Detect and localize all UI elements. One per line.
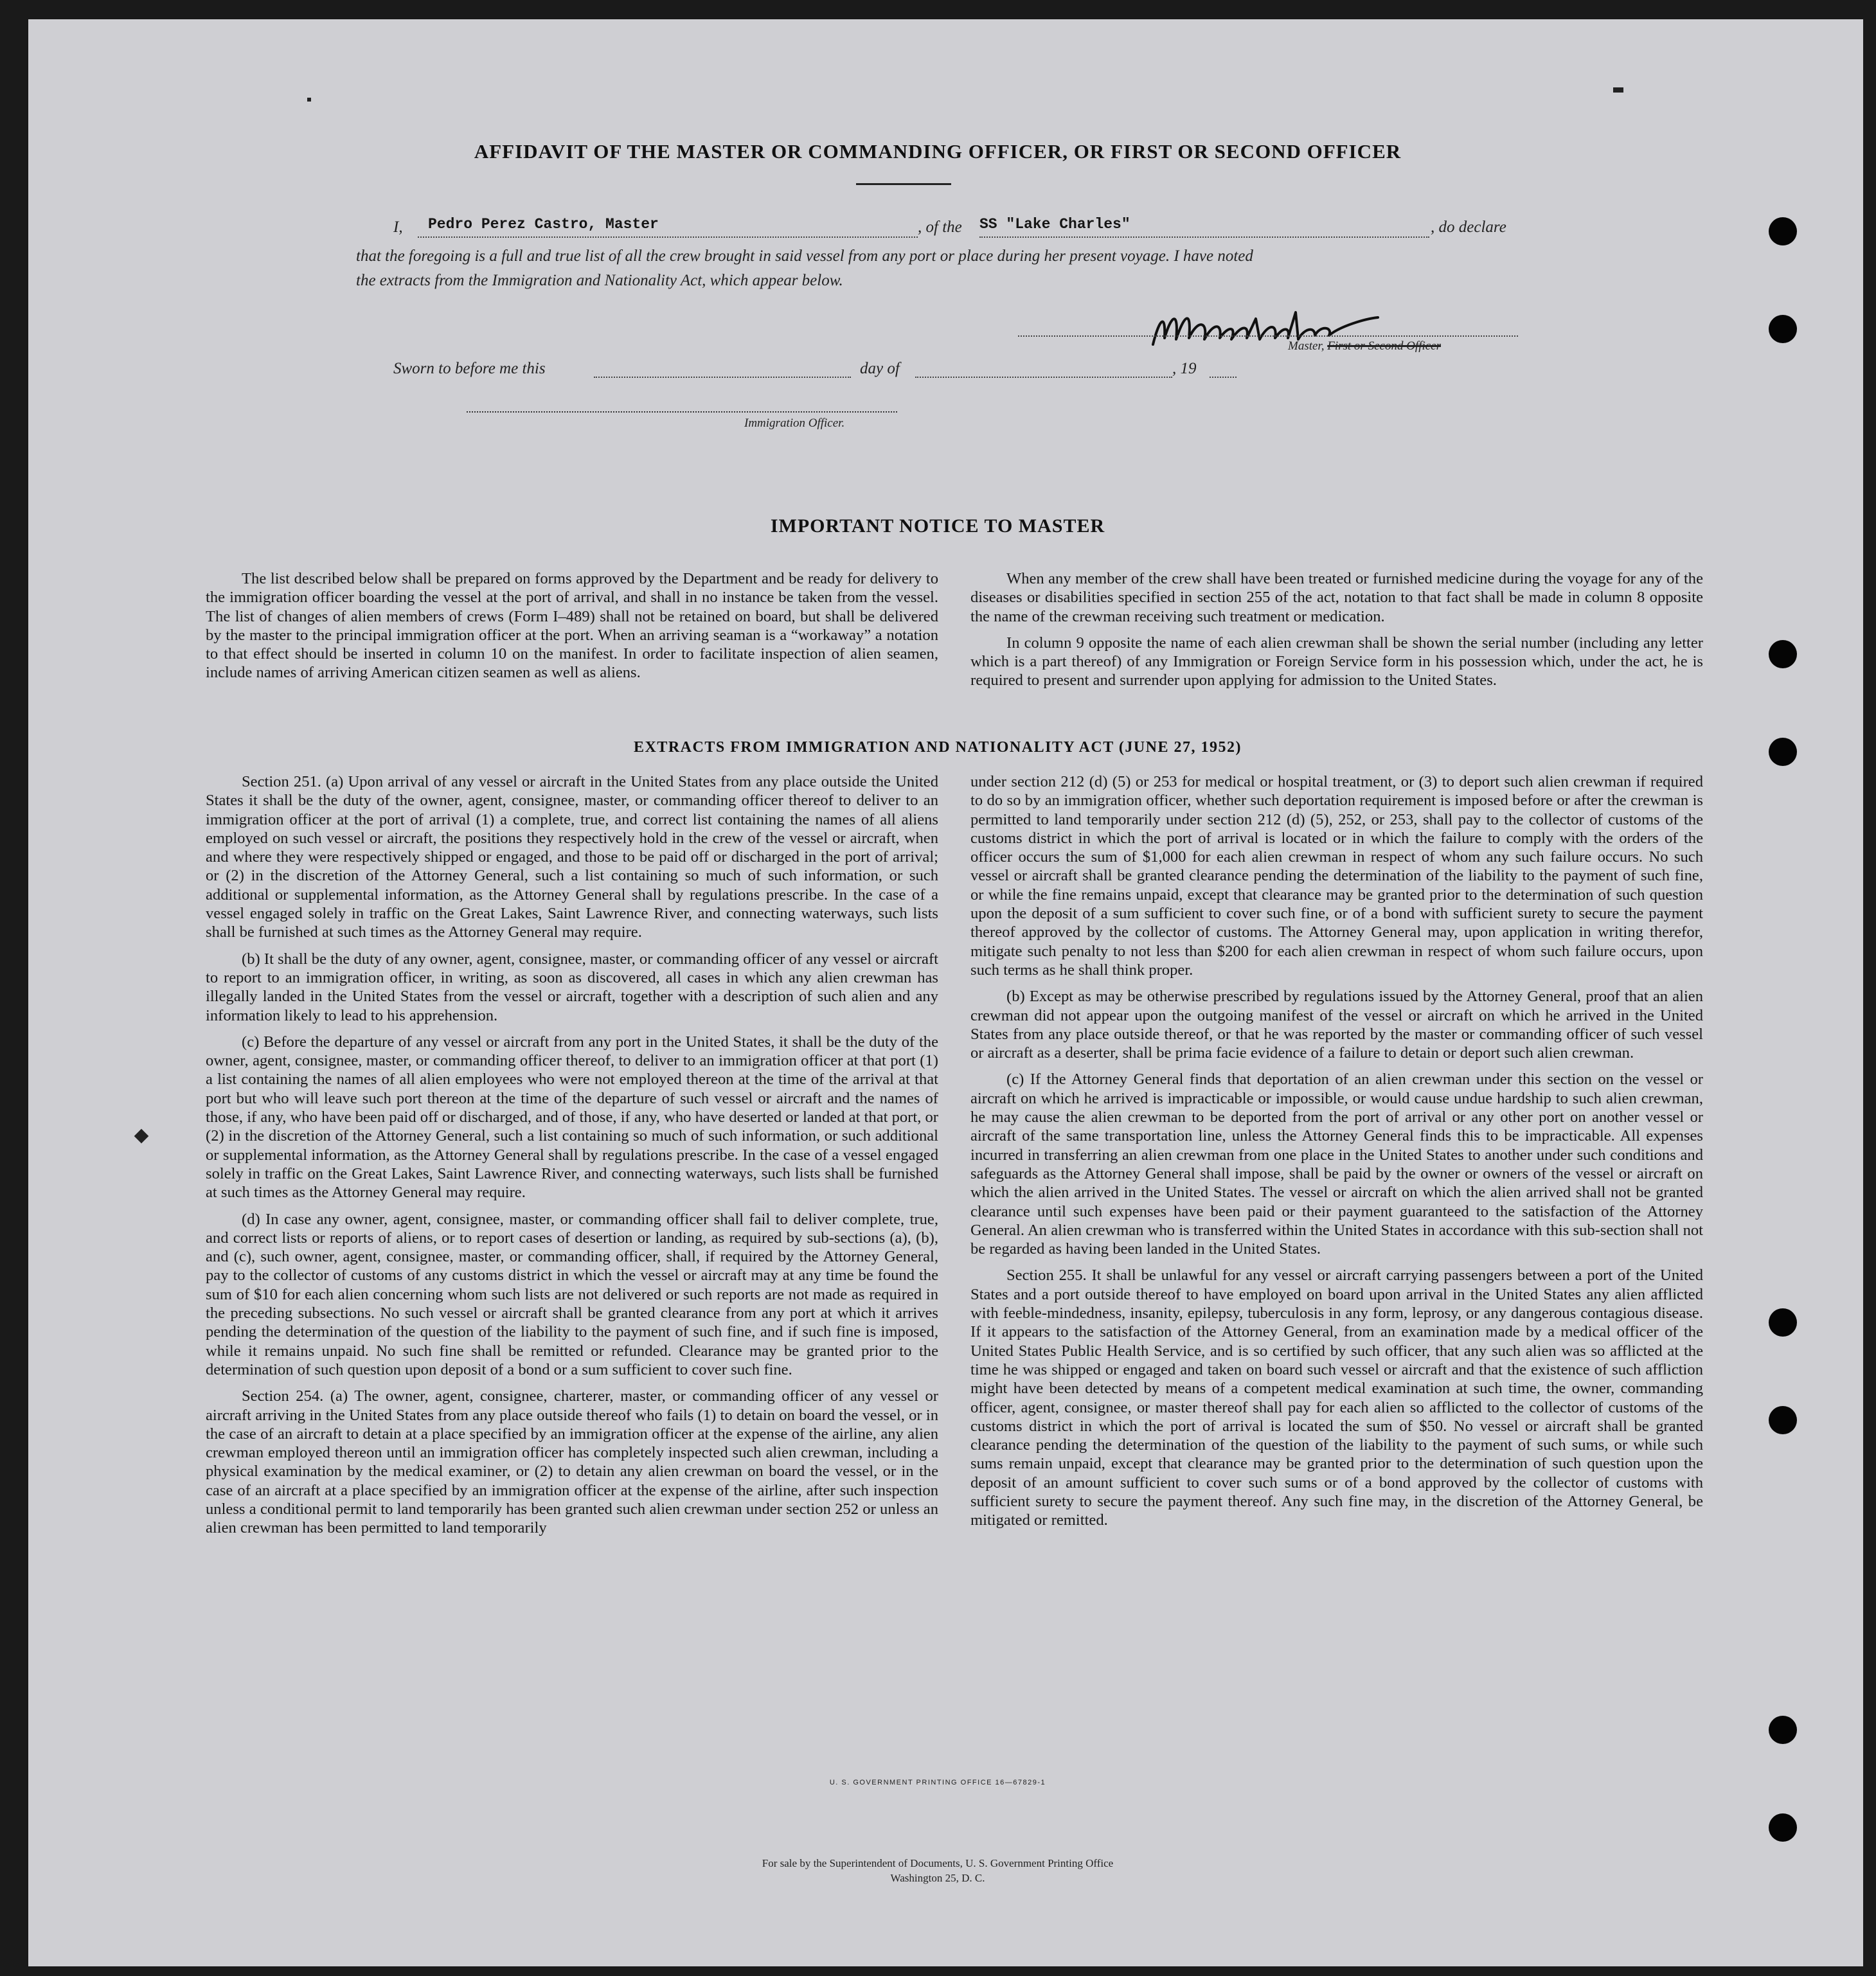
extracts-title: EXTRACTS FROM IMMIGRATION AND NATIONALITY ACT (JUNE 27, 1952) — [634, 739, 1242, 756]
signature-caption-master: Master, — [1288, 339, 1325, 353]
punch-hole — [1769, 640, 1797, 668]
ink-speck — [307, 98, 311, 102]
footer-line-2: Washington 25, D. C. — [890, 1872, 985, 1884]
footer-line-1: For sale by the Superintendent of Documents, U. S. Government Printing Office — [762, 1857, 1114, 1869]
extracts-right-column — [970, 772, 1703, 1538]
notice-paragraph: The list described below shall be prepared on forms approved by the Department and be ready for delivery to the immigration officer boarding the vessel at the port of arrival, and shall in no instance be taken from the vessel. The list of changes of alien members of crews (Form I–489) shall not be retained on board, but shall be delivered by the master to the principal immigration officer at the port. When an arriving seaman is a “workaway” a notation to that effect should be inserted in column 10 on the manifest. In order to facilitate inspection of alien seamen, include names of arriving American citizen seamen as well as aliens. — [206, 570, 938, 682]
notice-left-column — [206, 569, 938, 690]
punch-hole — [1769, 1308, 1797, 1337]
master-name-value: Pedro Perez Castro, Master — [428, 216, 659, 233]
statute-paragraph: (b) It shall be the duty of any owner, agent, consignee, master, or commanding officer of any vessel or aircraft to report to an immigration officer, in writing, as soon as discovered, all cases in which any alien crewman has illegally landed in the United States from the vessel or aircraft, together with a description of such alien and any information likely to lead to his apprehension. — [206, 950, 938, 1024]
statute-paragraph: Section 251. (a) Upon arrival of any vessel or aircraft in the United States from any place outside the United States it shall be the duty of the owner, agent, consignee, master, or commanding officer thereof to deliver to an immigration officer at the port of arrival (1) a complete, true, and correct list containing the names of all aliens employed on such vessel or aircraft, the positions they respectively hold in the crew of the vessel or aircraft, when and where they were respectively shipped or engaged, and those to be paid off or discharged in the port of arrival; or (2) in the discretion of the Attorney General, such a list containing so much of such information, or such additional or supplemental information, as the Attorney General shall by regulations prescribe. In the case of a vessel engaged solely in traffic on the Great Lakes, Saint Lawrence River, and connecting waterways, such lists shall be furnished at such times as the Attorney General may require. — [206, 773, 938, 941]
statute-paragraph: Section 255. It shall be unlawful for any vessel or aircraft carrying passengers between a port of the United States and a port outside thereof to have employed on board upon arrival in the United States any alien afflicted with feeble-mindedness, insanity, epilepsy, tuberculosis in any form, leprosy, or any dangerous contagious disease. If it appears to the satisfaction of the Attorney General, from an examination made by a medical officer of the United States Public Health Service, and is so certified by such officer, that any such alien was so afflicted at the time he was shipped or engaged and taken on board such vessel or aircraft and that the existence of such affliction might have been detected by means of a competent medical examination at such time, the owner, commanding officer, agent, consignee, or master thereof shall pay for each alien so afflicted to the collector of customs of the customs district in which the port of arrival is located the sum of $50. No vessel or aircraft shall be granted clearance pending the determination of the question of the liability to the payment of such sums, or while such sums remain unpaid, except that clearance may be granted prior to the determination of such question upon the deposit of an amount sufficient to cover such sums or of a bond approved by the collector of customs with sufficient surety to secure the payment thereof. Any such fine may, in the discretion of the Attorney General, be mitigated or remitted. — [970, 1267, 1703, 1529]
statute-paragraph: (c) If the Attorney General finds that deportation of an alien crewman under this section on the vessel or aircraft on which he arrived is impracticable or impossible, or would cause undue hardship to such alien crewman, he may cause the alien crewman to be deported from the port of arrival or any other port on another vessel or aircraft of the same transportation line, unless the Attorney General finds this to be impracticable. All expenses incurred in transferring an alien crewman from one place in the United States to another under such conditions and safeguards as the Attorney General shall impose, shall be paid by the owner or owners of the vessel or aircraft on which the alien arrived in the United States. The vessel or aircraft on which the alien arrived shall not be granted clearance until such expenses have been paid or their payment guaranteed to the satisfaction of the Attorney General. An alien crewman who is transferred within the United States in accordance with this sub-section shall not be regarded as having been landed in the United States. — [970, 1071, 1703, 1258]
vessel-field-line — [979, 236, 1429, 238]
punch-hole — [1769, 1716, 1797, 1744]
officer-signature-line — [467, 411, 897, 413]
notice-title: IMPORTANT NOTICE TO MASTER — [770, 515, 1105, 537]
do-declare-label: , do declare — [1431, 218, 1506, 236]
statute-paragraph: under section 212 (d) (5) or 253 for medical or hospital treatment, or (3) to deport such alien crewman if required to do so by an immigration officer, whether such deportation requirement is imposed before or after the crewman is permitted to land temporarily under section 212 (d) (5), 252, or 253, shall pay to the collector of customs of the customs district in which the port of arrival is located or in which the failure to comply with the orders of the officer occurs the sum of $1,000 for each alien crewman in respect of whom any such failure occurs. No such vessel or aircraft shall be granted clearance pending the determination of the liability to the payment of such fine, or while the fine remains unpaid, except that clearance may be granted prior to the determination of such question upon the deposit of a sum sufficient to cover such fine, or of a bond with sufficient surety to secure the payment thereof approved by the collector of customs. The Attorney General may, upon application in writing therefor, mitigate such penalty to not less than $200 for each alien crewman in respect of whom such failure occurs, upon such terms as he shall think proper. — [970, 773, 1703, 979]
affidavit-body-line1: that the foregoing is a full and true list of all the crew brought in said vessel from any port or place during her present voyage. I have noted — [356, 247, 1253, 265]
ink-speck — [1613, 87, 1623, 93]
of-the-label: , of the — [918, 218, 962, 236]
punch-hole — [1769, 1813, 1797, 1842]
notice-paragraph: In column 9 opposite the name of each alien crewman shall be shown the serial number (including any letter which is a part thereof) of any Immigration or Foreign Service form in his possession which, under the act, he is required to present and surrender upon applying for admission to the United States. — [970, 634, 1703, 690]
officer-caption: Immigration Officer. — [744, 416, 845, 430]
printing-office-line: U. S. GOVERNMENT PRINTING OFFICE 16—67829-1 — [829, 1779, 1046, 1786]
i-label: I, — [393, 218, 403, 236]
punch-hole — [1769, 217, 1797, 245]
sworn-year-line — [1210, 377, 1237, 378]
extracts-left-column — [206, 772, 938, 1545]
statute-paragraph: Section 254. (a) The owner, agent, consignee, charterer, master, or commanding officer of any vessel or aircraft arriving in the United States from any place outside thereof who fails (1) to detain on board the vessel, or in the case of an aircraft to detain at a place specified by an immigration officer at the expense of the airline, any alien crewman employed thereon until an immigration officer has completely inspected such alien crewman, including a physical examination by the medical examiner, or (2) to detain any alien crewman on board the vessel, or in the case of an aircraft at a place specified by an immigration officer at the expense of the airline, after such inspection unless a conditional permit to land temporarily has been granted such alien crewman under section 252 or unless an alien crewman has been permitted to land temporarily — [206, 1387, 938, 1537]
title-rule — [856, 183, 951, 185]
notice-right-column — [970, 569, 1703, 698]
statute-paragraph: (c) Before the departure of any vessel or aircraft from any port in the United States, it shall be the duty of the owner, agent, consignee, master, or commanding officer thereof, to deliver to an immigration officer at that port (1) a list containing the names of all alien employees who were not employed thereon at the time of the arrival at that port but who will leave such port thereon at the time of the departure of such vessel or aircraft and the names of those, if any, who have been paid off or discharged, and of those, if any, who have deserted or landed at that port, or (2) in the discretion of the Attorney General, such a list containing so much of such information, or such additional or supplemental information, as the Attorney General shall by regulations prescribe. In the case of a vessel engaged solely in traffic on the Great Lakes, Saint Lawrence River, and connecting waterways, such lists shall be furnished at such times as the Attorney General may require. — [206, 1033, 938, 1202]
year-label: , 19 — [1172, 360, 1197, 377]
footer — [28, 1856, 1847, 1885]
document-page — [28, 19, 1863, 1966]
punch-hole — [1769, 1406, 1797, 1434]
day-of-label: day of — [860, 360, 900, 377]
sworn-day-line — [594, 377, 851, 378]
signature-caption-struck: First or Second Officer — [1327, 339, 1442, 353]
signature-line — [1018, 335, 1518, 337]
affidavit-title: AFFIDAVIT OF THE MASTER OR COMMANDING OFFICER, OR FIRST OR SECOND OFFICER — [474, 140, 1402, 163]
sworn-month-line — [915, 377, 1172, 378]
ink-speck — [134, 1129, 149, 1144]
punch-hole — [1769, 315, 1797, 343]
affidavit-body-line2: the extracts from the Immigration and Nationality Act, which appear below. — [356, 272, 843, 289]
name-field-line — [418, 236, 918, 238]
vessel-name-value: SS "Lake Charles" — [979, 216, 1130, 233]
statute-paragraph: (b) Except as may be otherwise prescribed by regulations issued by the Attorney General, proof that an alien crewman did not appear upon the outgoing manifest of the vessel or aircraft on which he arrived in the United States from any place outside thereof, or that he was reported by the master or commanding officer of such vessel or aircraft as a deserter, shall be prima facie evidence of a failure to detain or deport such alien crewman. — [970, 988, 1703, 1062]
sworn-label: Sworn to before me this — [393, 360, 546, 377]
signature-caption — [1288, 339, 1441, 353]
notice-paragraph: When any member of the crew shall have been treated or furnished medicine during the voyage for any of the diseases or disabilities specified in section 255 of the act, notation to that fact shall be made in column 8 opposite the name of the crewman receiving such treatment or medication. — [970, 570, 1703, 625]
statute-paragraph: (d) In case any owner, agent, consignee, master, or commanding officer shall fail to deliver complete, true, and correct lists or reports of aliens, or to report cases of desertion or landing, as required by sub-sections (a), (b), and (c), such owner, agent, consignee, master, or commanding officer, shall, if required by the Attorney General, pay to the collector of customs of any customs district in which the vessel or aircraft may at any time be found the sum of $10 for each alien concerning whom such lists are not delivered or such reports are not made as required in the preceding subsections. No such vessel or aircraft shall be granted clearance from any port at which it arrives pending the determination of the question of the liability to the payment of such fine, and if such fine is imposed, while it remains unpaid. No such fine shall be remitted or refunded. Clearance may be granted prior to the determination of such question upon deposit of a bond or a sum sufficient to cover such fine. — [206, 1210, 938, 1378]
